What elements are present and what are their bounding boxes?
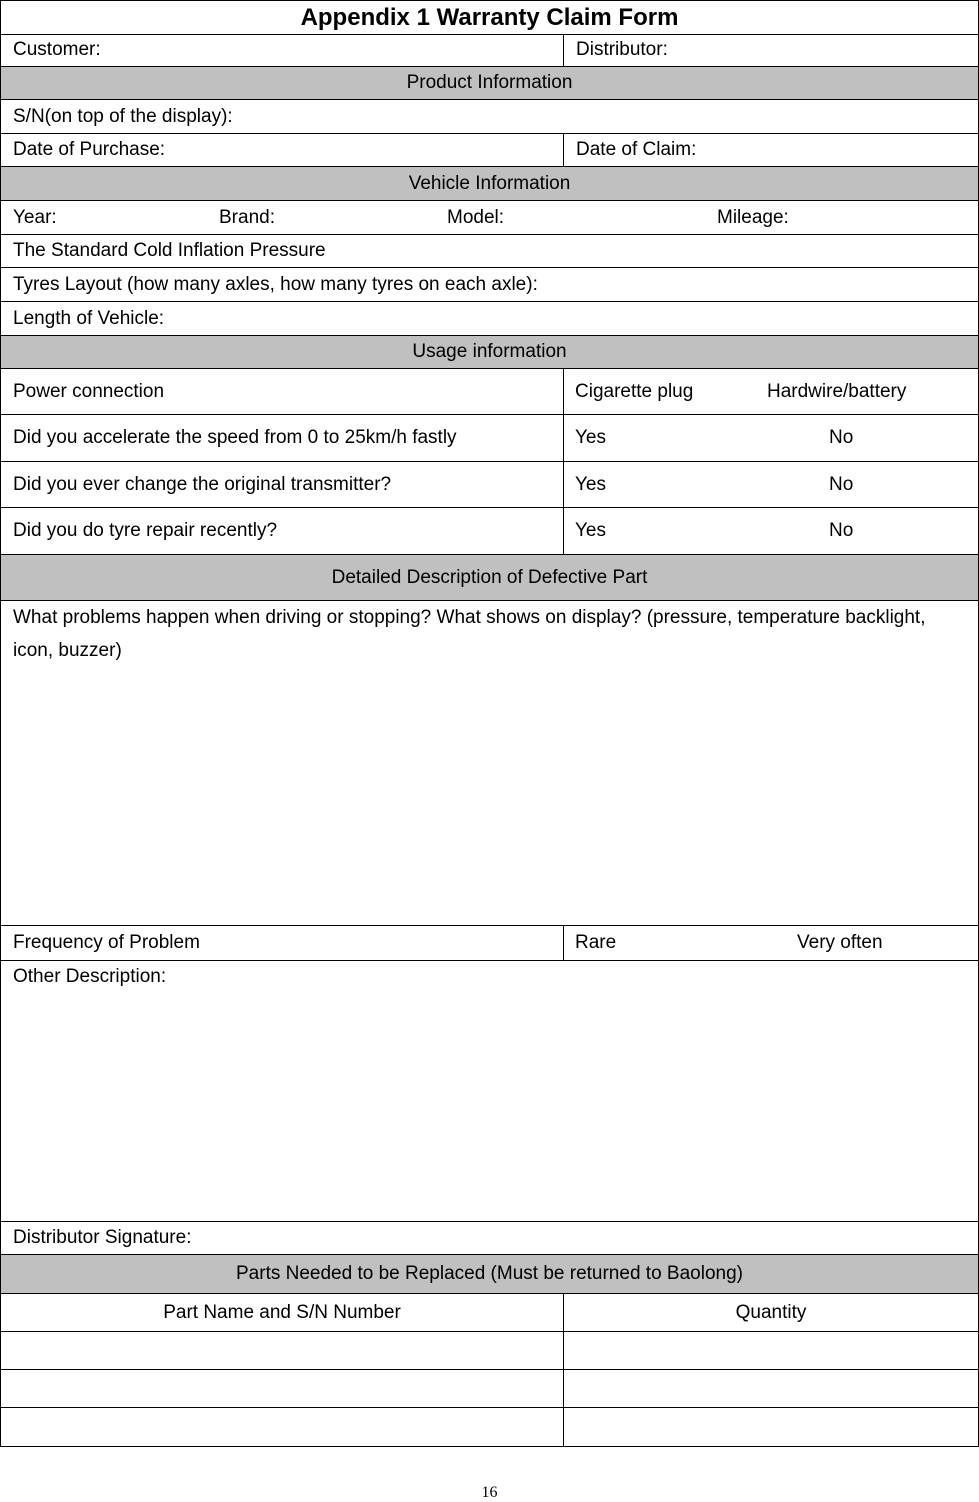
problems-row[interactable]: [0, 601, 979, 926]
product-section-header: [0, 67, 979, 100]
length-row: [0, 302, 979, 336]
defect-section-header: [0, 555, 979, 601]
form-title: Appendix 1 Warranty Claim Form: [300, 3, 679, 31]
option-cigarette-plug[interactable]: Cigarette plug: [575, 380, 694, 402]
part-name-cell[interactable]: [1, 1332, 563, 1369]
frequency-rare[interactable]: Rare: [575, 932, 617, 953]
parts-table-header: [0, 1294, 979, 1332]
product-section-title: Product Information: [406, 72, 573, 93]
transmitter-options: [563, 462, 978, 507]
dates-row: [0, 134, 979, 167]
power-connection-label: Power connection: [13, 380, 165, 402]
part-name-cell[interactable]: [1, 1370, 563, 1407]
pressure-row: [0, 235, 979, 268]
tyre-repair-yes[interactable]: Yes: [575, 520, 606, 541]
frequency-row: [0, 926, 979, 961]
distributor-signature-field[interactable]: Distributor Signature:: [13, 1227, 192, 1248]
brand-label: Brand:: [219, 207, 275, 228]
quantity-column-header: Quantity: [563, 1294, 978, 1331]
page-number: 16: [481, 1484, 498, 1501]
other-description-row[interactable]: [0, 961, 979, 1222]
vehicle-length-field[interactable]: Length of Vehicle:: [13, 307, 165, 329]
part-name-column-header: Part Name and S/N Number: [163, 1301, 401, 1323]
date-of-claim-field[interactable]: Date of Claim:: [563, 134, 978, 166]
vehicle-section-header: [0, 167, 979, 201]
accelerate-options: [563, 415, 978, 461]
parts-table-row: [0, 1332, 979, 1370]
accelerate-row: [0, 415, 979, 462]
form-title-row: [0, 0, 979, 35]
power-connection-options: [563, 369, 978, 414]
usage-section-title: Usage information: [412, 341, 567, 362]
cold-inflation-pressure-field[interactable]: The Standard Cold Inflation Pressure: [13, 240, 326, 261]
customer-row: [0, 34, 979, 67]
other-description-label: Other Description:: [13, 966, 167, 987]
parts-table-row: [0, 1370, 979, 1408]
tyre-repair-options: [563, 508, 978, 554]
model-label: Model:: [447, 207, 505, 228]
tyre-repair-row: [0, 508, 979, 555]
vehicle-section-title: Vehicle Information: [408, 172, 571, 194]
transmitter-yes[interactable]: Yes: [575, 473, 606, 495]
frequency-label: Frequency of Problem: [13, 932, 200, 953]
customer-field[interactable]: Customer:: [13, 39, 101, 60]
year-label: Year:: [13, 207, 57, 228]
distributor-field[interactable]: Distributor:: [563, 34, 978, 66]
accelerate-question: Did you accelerate the speed from 0 to 25km/h fastly: [13, 427, 457, 448]
transmitter-no[interactable]: No: [829, 473, 854, 495]
mileage-label: Mileage:: [717, 207, 789, 228]
tyres-layout-row: [0, 268, 979, 302]
parts-section-header: [0, 1255, 979, 1294]
frequency-options: [563, 926, 978, 960]
option-hardwire-battery[interactable]: Hardwire/battery: [767, 380, 907, 402]
parts-table-row: [0, 1408, 979, 1447]
part-name-cell[interactable]: [1, 1408, 563, 1446]
transmitter-row: [0, 462, 979, 508]
quantity-cell[interactable]: [563, 1408, 978, 1446]
defect-section-title: Detailed Description of Defective Part: [331, 566, 648, 588]
frequency-very-often[interactable]: Very often: [797, 932, 883, 953]
tyre-repair-no[interactable]: No: [829, 520, 854, 541]
problems-prompt: What problems happen when driving or stopping? What shows on display? (pressure, temperature backlight, icon, buzzer): [13, 607, 926, 661]
tyres-layout-field[interactable]: Tyres Layout (how many axles, how many tyres on each axle):: [13, 273, 538, 295]
power-connection-row: [0, 369, 979, 415]
signature-row: [0, 1222, 979, 1255]
parts-section-title: Parts Needed to be Replaced (Must be returned to Baolong): [236, 1263, 743, 1284]
usage-section-header: [0, 336, 979, 369]
quantity-cell[interactable]: [563, 1370, 978, 1407]
accelerate-no[interactable]: No: [829, 427, 854, 448]
sn-row: [0, 100, 979, 134]
transmitter-question: Did you ever change the original transmitter?: [13, 473, 392, 495]
tyre-repair-question: Did you do tyre repair recently?: [13, 520, 278, 541]
date-of-purchase-field[interactable]: Date of Purchase:: [13, 139, 166, 160]
accelerate-yes[interactable]: Yes: [575, 427, 606, 448]
sn-field[interactable]: S/N(on top of the display):: [13, 105, 233, 127]
quantity-cell[interactable]: [563, 1332, 978, 1369]
vehicle-details-row[interactable]: [0, 201, 979, 235]
